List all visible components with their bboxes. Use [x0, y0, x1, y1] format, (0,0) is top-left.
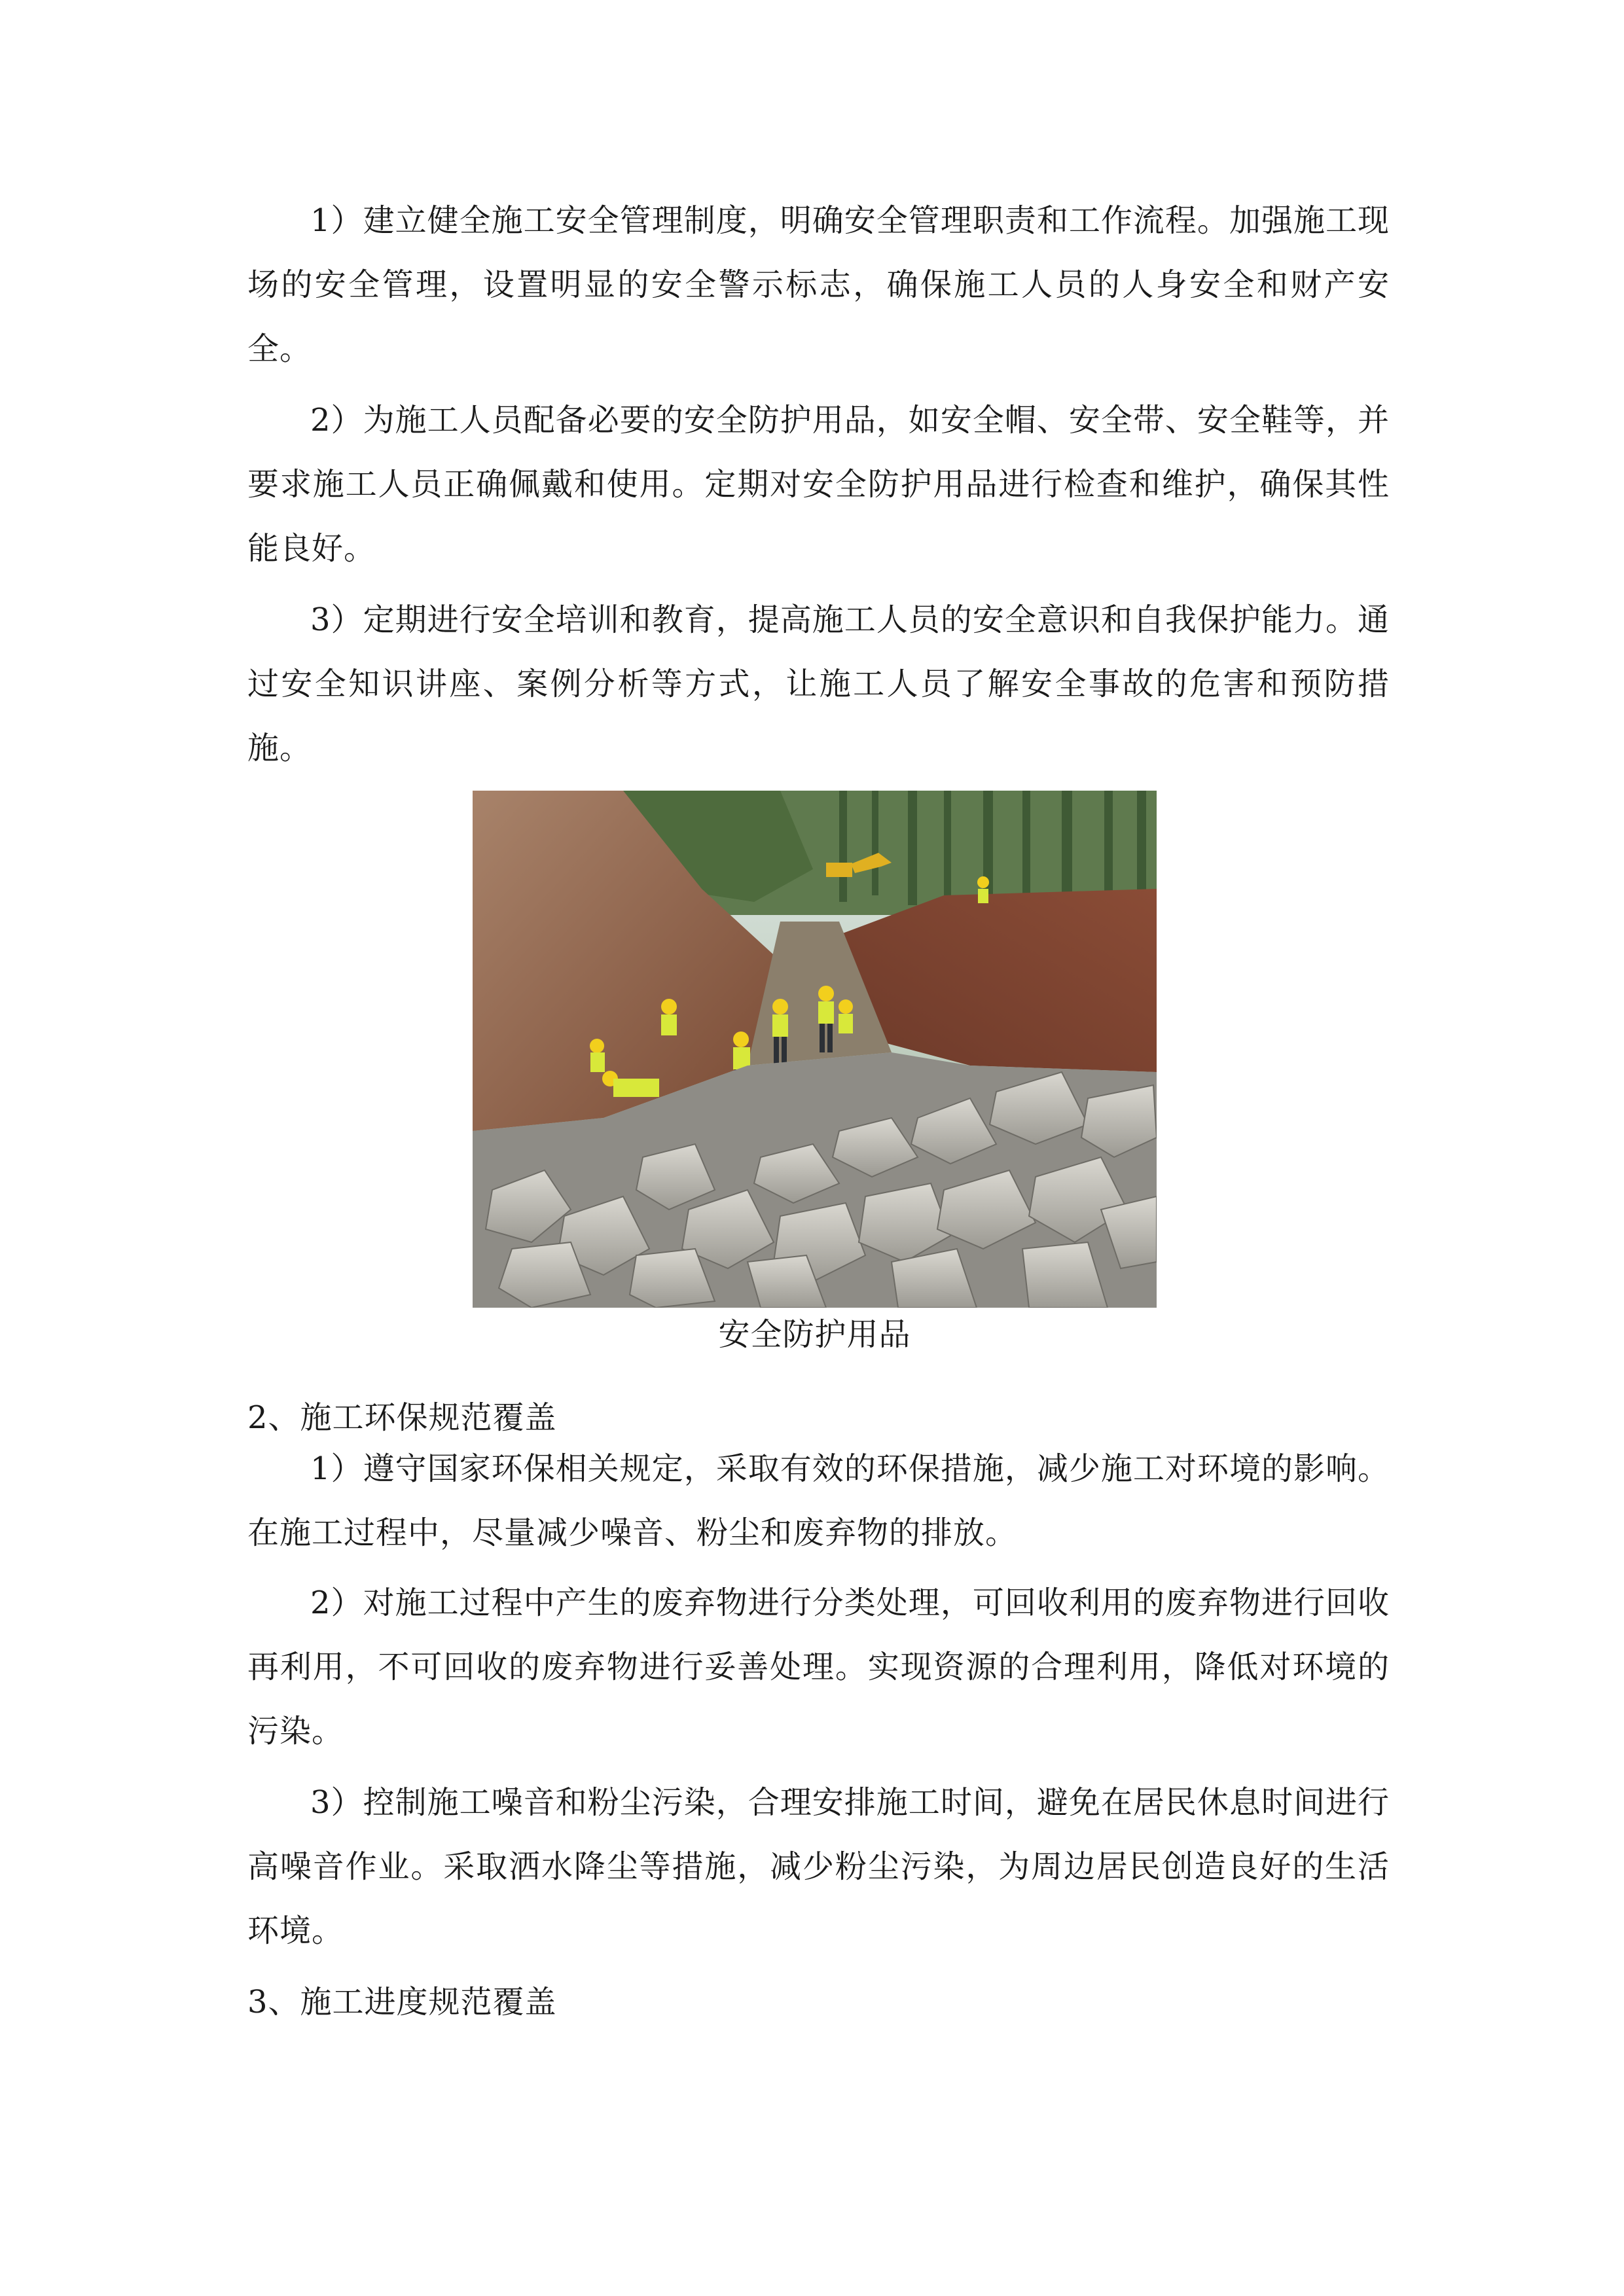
paragraph-safety-training: 3）定期进行安全培训和教育，提高施工人员的安全意识和自我保护能力。通过安全知识讲座、案例分析等方式，让施工人员了解安全事故的危害和预防措施。: [247, 601, 1390, 766]
section-heading-environmental: 2、施工环保规范覆盖: [247, 1399, 557, 1436]
paragraph-environmental-regulations: 1）遵守国家环保相关规定，采取有效的环保措施，减少施工对环境的影响。在施工过程中，尽量减少噪音、粉尘和废弃物的排放。: [247, 1450, 1390, 1551]
construction-site-photo: [473, 791, 1157, 1308]
paragraph-noise-dust-control: 3）控制施工噪音和粉尘污染，合理安排施工时间，避免在居民休息时间进行高噪音作业。采取洒水降尘等措施，减少粉尘污染，为周边居民创造良好的生活环境。: [247, 1784, 1390, 1949]
section-heading-schedule: 3、施工进度规范覆盖: [247, 1984, 557, 2020]
paragraph-protective-equipment: 2）为施工人员配备必要的安全防护用品，如安全帽、安全带、安全鞋等，并要求施工人员正确佩戴和使用。定期对安全防护用品进行检查和维护，确保其性能良好。: [247, 402, 1390, 567]
paragraph-safety-management: 1）建立健全施工安全管理制度，明确安全管理职责和工作流程。加强施工现场的安全管理，设置明显的安全警示标志，确保施工人员的人身安全和财产安全。: [247, 202, 1390, 367]
figure-caption: 安全防护用品: [718, 1316, 911, 1353]
paragraph-waste-handling: 2）对施工过程中产生的废弃物进行分类处理，可回收利用的废弃物进行回收再利用，不可回收的废弃物进行妥善处理。实现资源的合理利用，降低对环境的污染。: [247, 1585, 1390, 1749]
